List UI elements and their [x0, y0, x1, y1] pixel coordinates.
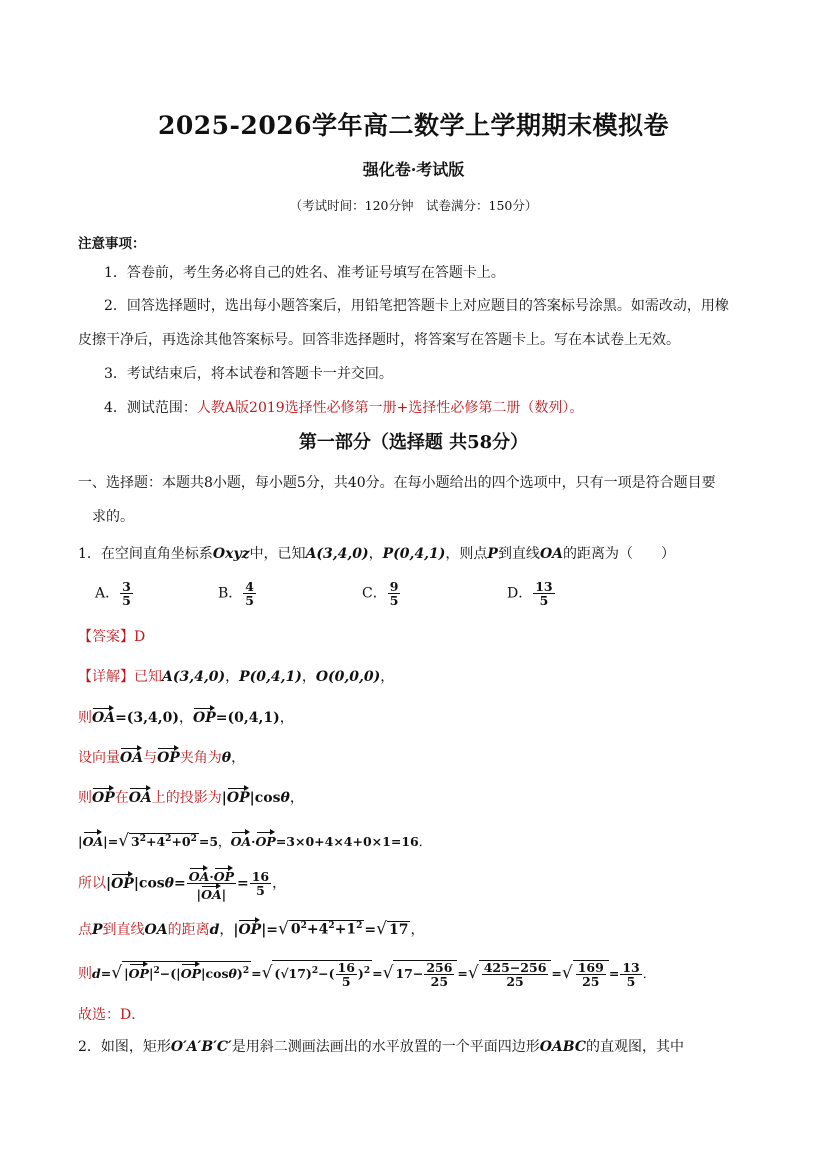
- detail-line-8: 则d=√ $|OP|^2-(|OP|\cos\theta)^2$ =√ $(√17)^2-$( $\frac{16}{5}$ )$^2$ =√ 17− $\frac{256}{25}$ =√ $\frac{425-256}{25}$ =√ $\frac{169}{25}$ = $\frac{13}{5}$ ．: [78, 960, 656, 990]
- numerator: 13: [622, 960, 640, 975]
- vector-op: OP: [227, 786, 250, 806]
- test-scope: 人教A版2019选择性必修第一册+选择性必修第二册（数列）。: [196, 400, 584, 416]
- sqrt-expression: $0^2+4^2+1^2$: [290, 921, 363, 938]
- numerator: 16: [251, 869, 270, 884]
- notice-heading: 注意事项：: [78, 236, 146, 252]
- vector-oa: OA: [120, 746, 143, 766]
- vector-oa: OA: [92, 706, 115, 726]
- vector-op: OP: [193, 706, 216, 726]
- denominator: 25: [582, 974, 600, 990]
- answer-label: 【答案】: [78, 629, 134, 645]
- option-label: D．: [507, 585, 533, 602]
- norm-value: =5: [198, 834, 219, 849]
- option-label: B．: [218, 585, 243, 602]
- section-title: 第一部分（选择题 共58分）: [298, 432, 529, 453]
- detail-text: 到直线: [102, 922, 145, 938]
- detail-line-3: 设向量OA与OP夹角为θ，: [78, 746, 245, 767]
- question-1-stem: 1．在空间直角坐标系Oxyz中，已知A(3,4,0)，P(0,4,1)，则点P到直线OA的距离为（ ）: [78, 546, 675, 562]
- choose-line: 故选：D．: [78, 1007, 146, 1023]
- vector-op-value: =(0,4,1): [215, 710, 280, 726]
- vector-op: OP: [256, 830, 276, 849]
- vector-oa: OA: [83, 830, 104, 849]
- numerator: 13: [535, 579, 553, 594]
- sqrt-expression: [479, 960, 552, 988]
- option-fraction: [243, 580, 256, 607]
- q1-text-a: 1．在空间直角坐标系: [78, 546, 213, 562]
- detail-line-2: 则OA=(3,4,0)，OP=(0,4,1)，: [78, 706, 294, 727]
- vector-oa: OA: [129, 786, 152, 806]
- option-d[interactable]: [507, 580, 556, 607]
- detail-text: 夹角为: [179, 750, 222, 766]
- sqrt-expression: $|OP|^2-(|OP|\cos\theta)^2$: [122, 961, 251, 981]
- projection-fraction: $\frac{OA\cdot OP}{|OA|}$: [187, 866, 236, 901]
- option-b[interactable]: [218, 580, 257, 607]
- vector-oa: OA: [231, 830, 252, 849]
- point-p: P(0,4,1): [239, 669, 302, 685]
- vector-op: OP: [92, 786, 115, 806]
- denominator: 5: [539, 593, 549, 609]
- numerator: 256: [426, 960, 453, 975]
- q1-text-c: ，则点: [445, 546, 488, 562]
- sqrt-expression: [573, 960, 609, 988]
- sqrt-expression: 17− $\frac{256}{25}$: [393, 960, 457, 988]
- notice-item-2a: 2．回答选择题时，选出每小题答案后，用铅笔把答题卡上对应题目的答案标号涂黑。如需改动，用橡: [104, 298, 729, 314]
- section-intro-b: 求的。: [92, 509, 134, 525]
- detail-text: 已知: [134, 669, 162, 685]
- answer-value: D: [134, 629, 146, 645]
- q2-text-c: 的直观图，其中: [586, 1039, 685, 1055]
- page-title: 2025-2026学年高二数学上学期期末模拟卷: [157, 111, 670, 140]
- denominator: 25: [430, 974, 449, 990]
- notice-item-4-prefix: 4．测试范围：: [104, 400, 197, 416]
- vector-oa-value: =(3,4,0): [115, 710, 180, 726]
- denominator: 5: [626, 974, 636, 990]
- denominator: 5: [122, 593, 131, 609]
- q1-text-e: 的距离为（ ）: [563, 546, 675, 562]
- detail-text: 在: [114, 790, 129, 806]
- detail-line-5: |OA|=√ $3^2+4^2+0^2 =5$，OA·OP=3×0+4×4+0×1=16．: [78, 831, 432, 851]
- vector-op: OP: [238, 918, 261, 938]
- detail-text: 的距离: [167, 922, 210, 938]
- page-subtitle: 强化卷·考试版: [362, 160, 465, 179]
- q1-text-b: 中，已知: [249, 546, 306, 562]
- theta: θ: [280, 790, 290, 806]
- numerator: 425−256: [483, 960, 547, 975]
- cos-text: cos: [254, 790, 281, 806]
- sqrt-17: 17: [388, 922, 409, 938]
- option-fraction: [120, 580, 133, 607]
- denominator: 5: [256, 883, 265, 899]
- detail-text: 上的投影为: [151, 790, 222, 806]
- sqrt-expression: $3^2+4^2+0^2$: [131, 833, 197, 849]
- detail-label: 【详解】: [78, 669, 134, 685]
- detail-line-1: 【详解】已知A(3,4,0)，P(0,4,1)，O(0,0,0)，: [78, 669, 395, 685]
- detail-line-7: 点P到直线OA的距离d，|OP|=√ $0^2+4^2+1^2$ =√ 17 ，: [78, 919, 425, 939]
- option-label: C．: [362, 585, 387, 602]
- point-o: O(0,0,0): [315, 669, 381, 685]
- numerator: 169: [577, 960, 604, 975]
- exam-info: （考试时间：120分钟 试卷满分：150分）: [289, 198, 538, 213]
- option-fraction: [533, 580, 554, 607]
- vector-op: OP: [157, 746, 180, 766]
- notice-item-1: 1．答卷前，考生务必将自己的姓名、准考证号填写在答题卡上。: [104, 265, 505, 281]
- final-value: [620, 961, 641, 988]
- question-2-stem: [78, 1036, 684, 1056]
- option-a[interactable]: [95, 580, 134, 607]
- q2-rect: O′A′B′C′: [170, 1039, 232, 1055]
- option-label: A．: [95, 585, 120, 602]
- detail-text: 则: [78, 790, 92, 806]
- q1-p: P: [487, 546, 498, 562]
- detail-line-6: 所以|OP|cosθ= $\frac{OA\cdot OP}{|OA|}$ = $\frac{16}{5}$ ，: [78, 866, 286, 901]
- q2-text-b: 是用斜二测画法画出的水平放置的一个平面四边形: [231, 1039, 540, 1055]
- projection-value: [250, 870, 271, 897]
- notice-item-2b: 皮擦干净后，再选涂其他答案标号。回答非选择题时，将答案写在答题卡上。写在本试卷上无效。: [78, 332, 680, 348]
- notice-item-3: 3．考试结束后，将本试卷和答题卡一并交回。: [104, 366, 393, 382]
- notice-item-4: [104, 397, 583, 417]
- detail-text: 点: [78, 922, 92, 938]
- q1-oa: OA: [539, 546, 563, 562]
- detail-text: 则: [78, 966, 92, 983]
- point-p-label: P: [92, 922, 103, 938]
- q1-text-d: 到直线: [497, 546, 540, 562]
- numerator: 9: [389, 579, 399, 594]
- point-a: A(3,4,0): [162, 669, 226, 685]
- detail-text: 与: [143, 750, 158, 766]
- denominator: 25: [506, 974, 524, 990]
- denominator: 5: [245, 593, 254, 609]
- sqrt-expression: $(√17)^2-$( $\frac{16}{5}$ )$^2$: [274, 960, 371, 990]
- dot-product: =3×0+4×4+0×1=16: [275, 834, 419, 849]
- q2-text-a: 2．如图，矩形: [78, 1039, 171, 1055]
- detail-line-4: 则OP在OA上的投影为|OP|cosθ，: [78, 786, 304, 807]
- q1-point-a: A(3,4,0): [305, 546, 369, 562]
- denominator: 5: [389, 593, 399, 609]
- detail-text: 则: [78, 710, 92, 726]
- q1-point-p: P(0,4,1): [382, 546, 446, 562]
- option-fraction: [388, 580, 401, 607]
- numerator: 4: [245, 579, 254, 594]
- q1-coord-system: Oxyz: [212, 546, 250, 562]
- q2-quad: OABC: [539, 1039, 587, 1055]
- detail-text: 设向量: [78, 750, 120, 766]
- theta: θ: [221, 750, 232, 766]
- vector-op: OP: [111, 872, 134, 892]
- detail-text: 所以: [78, 875, 106, 892]
- line-oa-label: OA: [144, 922, 168, 938]
- section-intro-a: 一、选择题：本题共8小题，每小题5分，共40分。在每小题给出的四个选项中，只有一项是符合题目要: [78, 475, 716, 491]
- answer-line: [78, 626, 145, 646]
- option-c[interactable]: [362, 580, 401, 607]
- distance-d: d: [209, 922, 220, 938]
- numerator: 3: [122, 579, 131, 594]
